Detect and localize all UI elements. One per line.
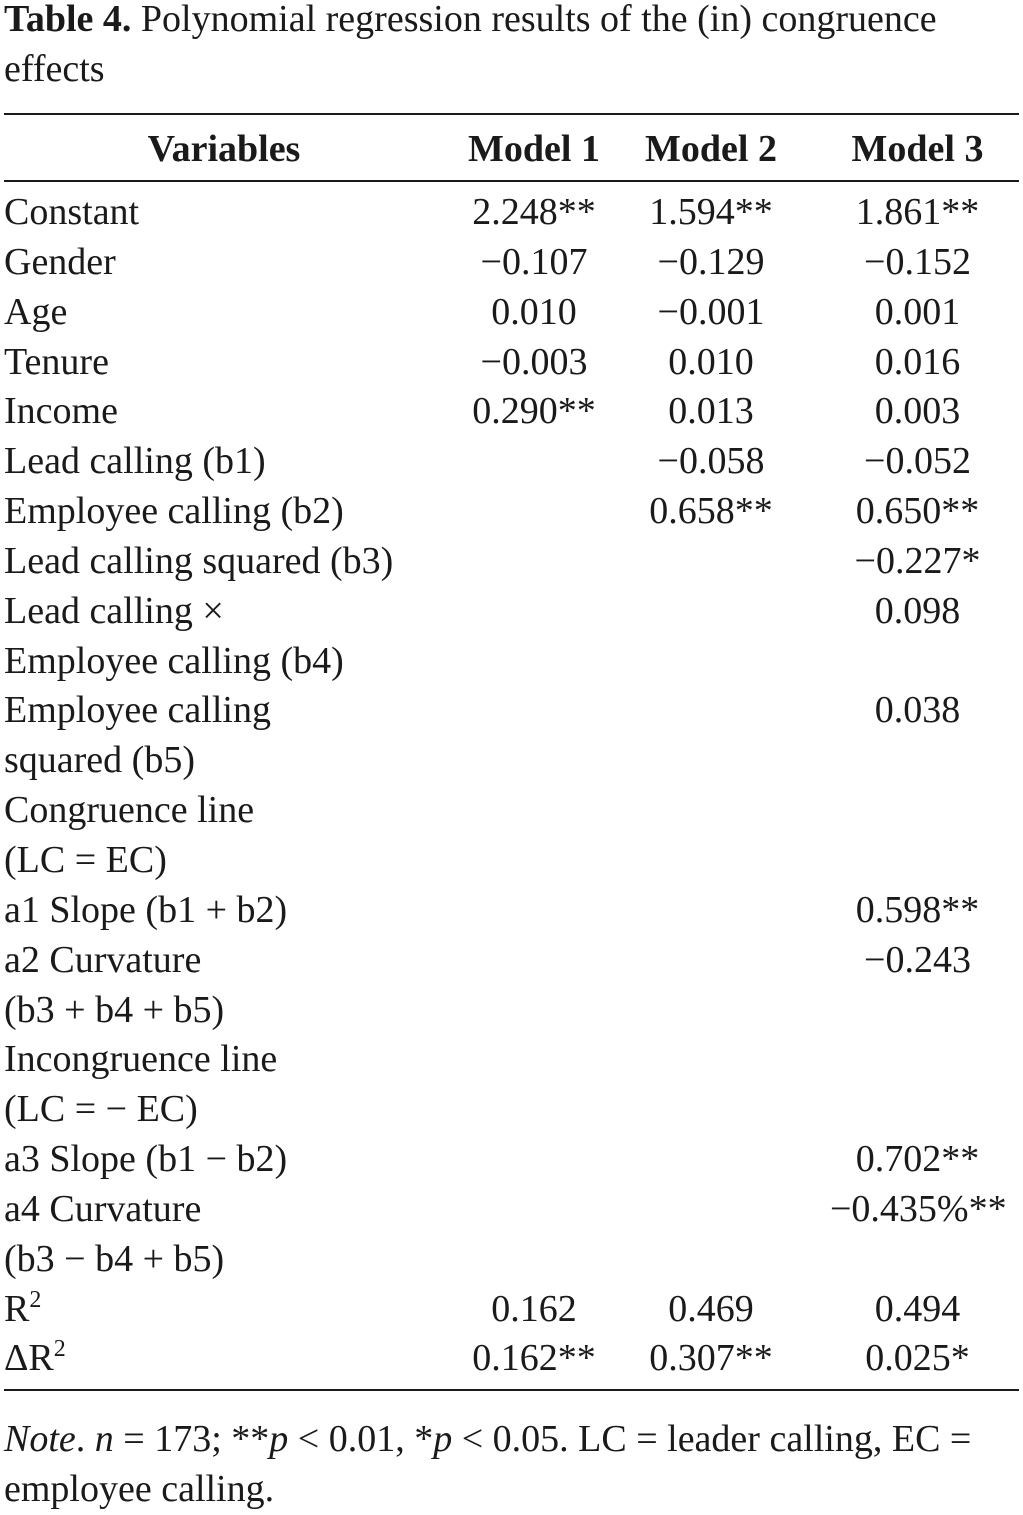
table-row [0,986,1023,1036]
model-1-value: 0.010 [491,290,577,333]
model-3-value: 0.598** [855,888,980,931]
model-2-value: 1.594** [649,191,773,233]
model-1-value: −0.107 [480,240,588,283]
row-label [4,288,67,338]
row-label-text: R [4,1287,30,1330]
row-label [4,338,109,388]
header-model-3: Model 3 [851,128,984,170]
note-text-1: = 173; ** [113,1418,270,1460]
table-row [0,238,1023,288]
row-label-text: Lead calling squared (b3) [4,539,394,582]
row-label-text: a1 Slope (b1 + b2) [4,888,288,931]
model-3-value: 0.702** [855,1138,980,1181]
note-label: Note [4,1418,76,1460]
model-3-value: 0.038 [874,689,961,732]
model-3-value: 0.098 [874,589,961,632]
table-row [0,387,1023,437]
row-label-text: a3 Slope (b1 − b2) [4,1138,288,1181]
row-label-text: ΔR [4,1337,54,1380]
model-2-value: 0.469 [668,1287,754,1330]
row-label-text: Gender [4,240,116,283]
table-row [0,188,1023,238]
header-model-2: Model 2 [645,128,777,170]
model-3-value: 0.003 [874,390,961,433]
model-3-value: −0.052 [864,440,971,483]
row-label-text: (b3 − b4 + b5) [4,1237,225,1280]
row-label [4,238,116,288]
model-3-value: −0.243 [864,938,971,981]
table-label: Table 4. [4,0,132,40]
row-label-text: Employee calling (b4) [4,639,344,682]
row-label [4,686,271,736]
model-1-value: 0.162 [491,1287,577,1330]
row-label [4,437,266,487]
model-3-value: −0.152 [864,240,971,283]
row-label [4,1285,41,1335]
row-label-text: Incongruence line [4,1038,278,1081]
row-label [4,736,195,786]
note-text-2: < 0.01, * [288,1418,434,1460]
note-n-symbol: n [94,1418,114,1460]
model-3-value: 0.650** [855,490,980,533]
row-label [4,1334,66,1384]
model-3-value: 0.025* [865,1337,970,1380]
row-label-text: a4 Curvature [4,1187,202,1230]
header-variables: Variables [147,128,301,170]
model-2-value: 0.010 [668,340,754,383]
model-3-value: −0.227* [854,539,981,582]
row-label [4,1085,198,1135]
model-1-value: 2.248** [472,191,596,233]
row-label [4,886,287,936]
note-text-3: < 0.05. LC = leader calling, EC = employee calling. [4,1418,972,1510]
table-row [0,1334,1023,1384]
row-label-text: Lead calling (b1) [4,440,266,483]
model-2-value: −0.129 [657,240,765,283]
row-label [4,188,139,238]
row-label-text: Tenure [4,340,109,383]
model-3-value: 0.016 [874,340,961,383]
table-body [0,188,1023,1384]
row-label-text: Congruence line [4,789,255,832]
row-label [4,1235,224,1285]
table-row [0,288,1023,338]
model-3-value: −0.435%** [830,1187,1007,1230]
row-label-text: (LC = − EC) [4,1088,198,1131]
row-label-text: squared (b5) [4,739,195,782]
row-label [4,637,344,687]
row-label [4,1035,277,1085]
table-note: Note. n = 173; **p < 0.01, *p < 0.05. LC = leader calling, EC = employee calling. [4,1418,972,1510]
row-label-text: Income [4,390,118,433]
row-label-text: Age [4,290,68,333]
table-row [0,686,1023,736]
table-row [0,886,1023,936]
row-label [4,986,224,1036]
row-label-text: (LC = EC) [4,838,167,881]
model-1-value: 0.162** [472,1337,596,1380]
model-2-value: −0.001 [657,290,765,333]
row-label-superscript: 2 [29,1286,42,1313]
row-label-superscript: 2 [53,1336,66,1363]
row-label-text: (b3 + b4 + b5) [4,988,225,1031]
top-rule [4,113,1019,115]
row-label [4,786,254,836]
table-row [0,587,1023,637]
table-row [0,936,1023,986]
row-label [4,487,344,537]
model-2-value: 0.658** [649,490,773,533]
table-row [0,1185,1023,1235]
row-label [4,1185,201,1235]
table-row [0,1135,1023,1185]
header-rule [4,180,1019,182]
table-row [0,338,1023,388]
model-3-value: 0.001 [874,290,961,333]
model-3-value: 1.861** [855,191,980,233]
row-label-text: Lead calling × [4,589,224,632]
table-row [0,537,1023,587]
row-label-text: Constant [4,191,140,233]
model-3-value: 0.494 [874,1287,961,1330]
table-row [0,437,1023,487]
row-label-text: a2 Curvature [4,938,202,981]
table-title: Polynomial regression results of the (in) congruence effects [4,0,937,90]
header-model-1: Model 1 [468,128,600,170]
table-row [0,1085,1023,1135]
note-p-symbol-1: p [269,1418,289,1460]
model-1-value: −0.003 [480,340,588,383]
model-1-value: 0.290** [472,390,596,433]
row-label-text: Employee calling (b2) [4,490,344,533]
bottom-rule [4,1389,1019,1391]
model-2-value: 0.307** [649,1337,773,1380]
row-label [4,587,224,637]
row-label [4,936,201,986]
table-row [0,836,1023,886]
row-label [4,1135,287,1185]
table-row [0,1285,1023,1335]
row-label-text: Employee calling [4,689,271,732]
table-row [0,1035,1023,1085]
table-row [0,786,1023,836]
row-label [4,387,118,437]
table-row [0,1235,1023,1285]
note-p-symbol-2: p [433,1418,453,1460]
table-row [0,637,1023,687]
table-caption [4,0,1019,94]
row-label [4,836,167,886]
row-label [4,537,393,587]
model-2-value: −0.058 [657,440,765,483]
table-row [0,487,1023,537]
table-row [0,736,1023,786]
model-2-value: 0.013 [668,390,754,433]
